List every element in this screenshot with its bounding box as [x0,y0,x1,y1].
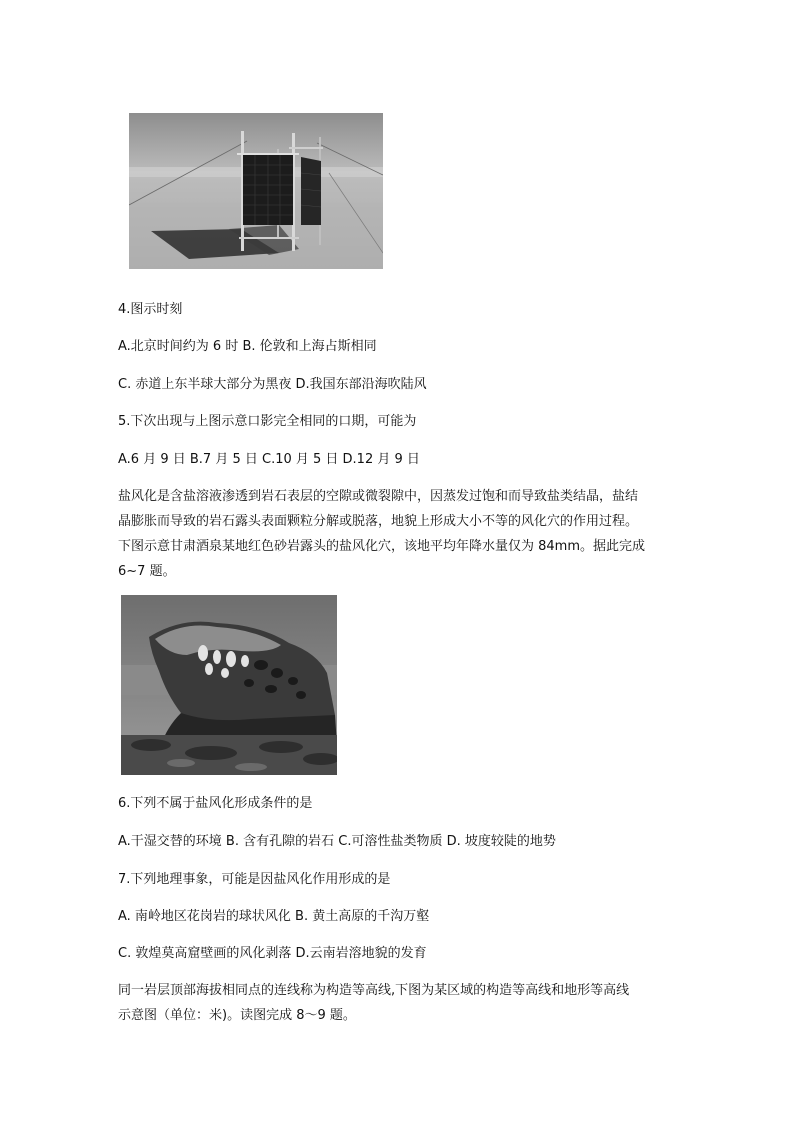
question-4-options-c-d: C. 赤道上东半球大部分为黑夜 D.我国东部沿海吹陆风 [118,377,427,392]
passage-line: 6~7 题。 [118,564,176,579]
passage-line: 下图示意甘肃酒泉某地红色砂岩露头的盐风化穴，该地平均年降水量仅为 84mm。据此完成 [118,539,646,554]
question-5-options: A.6 月 9 日 B.7 月 5 日 C.10 月 5 日 D.12 月 9 日 [118,452,420,467]
question-7-options-c-d: C. 敦煌莫高窟壁画的风化剥落 D.云南岩溶地貌的发育 [118,946,427,961]
question-7-stem: 7.下列地理事象，可能是因盐风化作用形成的是 [118,872,391,887]
question-7-options-a-b: A. 南岭地区花岗岩的球状风化 B. 黄土高原的千沟万壑 [118,909,430,924]
sandstone-outcrop-photo [121,595,337,775]
question-4-options-a-b: A.北京时间约为 6 时 B. 伦敦和上海占斯相同 [118,339,377,354]
contour-passage [118,978,678,1028]
passage-line: 晶膨胀而导致的岩石露头表面颗粒分解或脱落，地貌上形成大小不等的风化穴的作用过程。 [118,514,639,529]
passage-line: 示意图（单位：米)。读图完成 8～9 题。 [118,1008,356,1023]
question-4-stem: 4.图示时刻 [118,302,183,317]
question-6-options: A.干湿交替的环境 B. 含有孔隙的岩石 C.可溶性盐类物质 D. 坡度较陡的地势 [118,834,556,849]
passage-line: 盐风化是含盐溶液渗透到岩石表层的空隙或微裂隙中，因蒸发过饱和而导致盐类结晶，盐结 [118,489,639,504]
salt-weathering-passage [118,484,678,584]
solar-panel-photo [129,113,383,269]
passage-line: 同一岩层顶部海拔相同点的连线称为构造等高线,下图为某区域的构造等高线和地形等高线 [118,983,630,998]
question-5-stem: 5.下次出现与上图示意口影完全相同的口期，可能为 [118,414,417,429]
question-6-stem: 6.下列不属于盐风化形成条件的是 [118,796,313,811]
